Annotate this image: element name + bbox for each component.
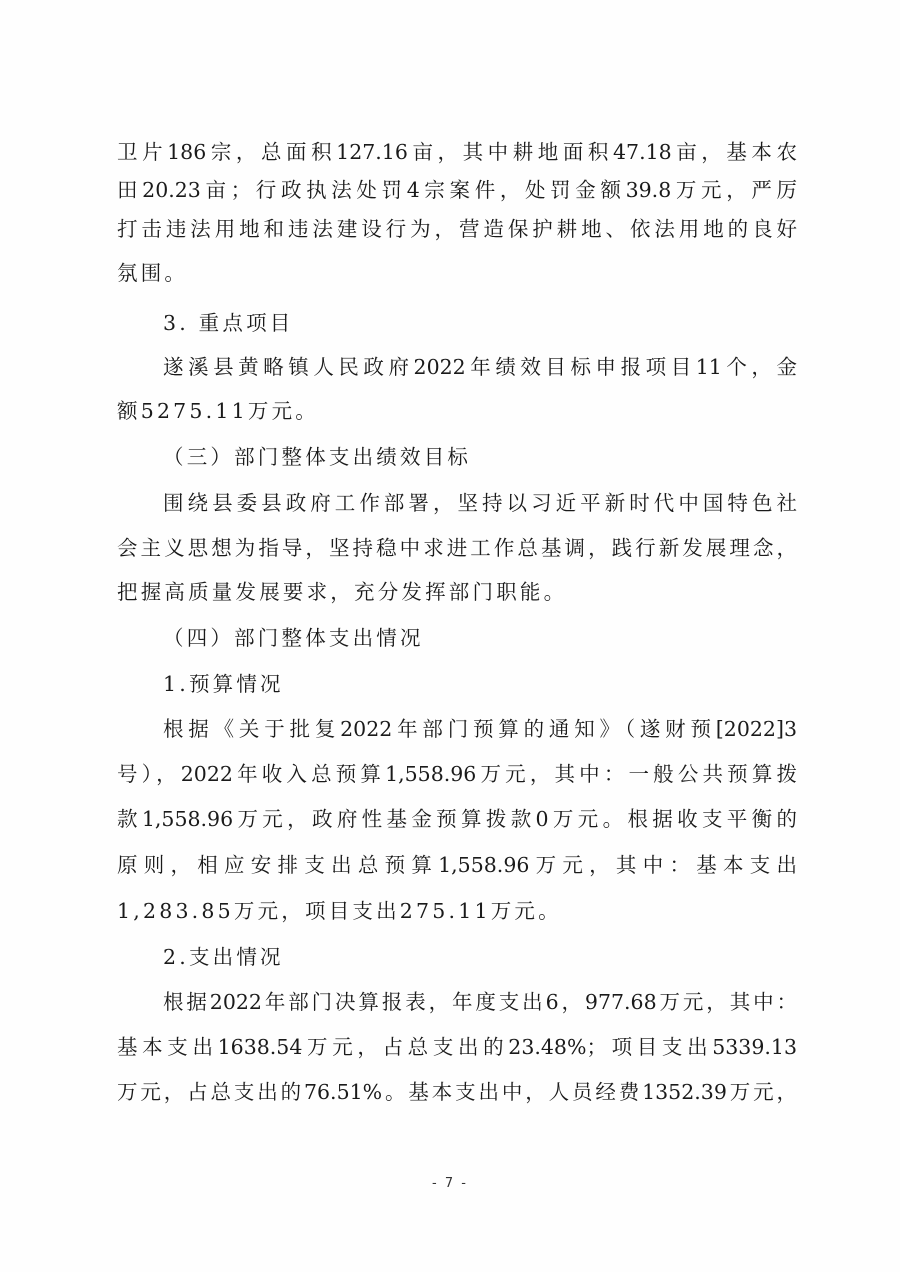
text-line: 原则，相应安排支出总预算1,558.96万元，其中：基本支出 — [117, 853, 797, 877]
text-line: 3. 重点项目 — [163, 311, 294, 335]
text-line: 万元，占总支出的76.51%。基本支出中，人员经费1352.39万元， — [117, 1080, 797, 1104]
text-line: 1,283.85万元，项目支出275.11万元。 — [117, 899, 562, 923]
text-line: （三）部门整体支出绩效目标 — [163, 445, 472, 469]
text-line: 遂溪县黄略镇人民政府2022年绩效目标申报项目11个，金 — [163, 355, 797, 379]
text-line: 款1,558.96万元，政府性基金预算拨款0万元。根据收支平衡的 — [117, 807, 797, 831]
text-line: 基本支出1638.54万元，占总支出的23.48%；项目支出5339.13 — [117, 1035, 797, 1059]
text-line: （四）部门整体支出情况 — [163, 626, 424, 650]
text-line: 打击违法用地和违法建设行为，营造保护耕地、依法用地的良好 — [117, 217, 797, 241]
text-line: 田20.23亩；行政执法处罚4宗案件，处罚金额39.8万元，严厉 — [117, 178, 797, 202]
text-line: 号），2022年收入总预算1,558.96万元，其中：一般公共预算拨 — [117, 762, 797, 786]
page-number: - 7 - — [432, 1176, 468, 1191]
text-line: 额5275.11万元。 — [117, 399, 319, 423]
text-line: 2.支出情况 — [163, 945, 284, 969]
text-line: 1.预算情况 — [163, 672, 284, 696]
text-line: 卫片186宗，总面积127.16亩，其中耕地面积47.18亩，基本农 — [117, 140, 797, 164]
text-line: 根据《关于批复2022年部门预算的通知》（遂财预[2022]3 — [163, 717, 797, 741]
text-line: 氛围。 — [117, 261, 189, 285]
text-line: 会主义思想为指导，坚持稳中求进工作总基调，践行新发展理念， — [117, 536, 797, 560]
text-line: 围绕县委县政府工作部署，坚持以习近平新时代中国特色社 — [163, 491, 797, 515]
text-line: 根据2022年部门决算报表，年度支出6，977.68万元，其中： — [163, 990, 797, 1014]
text-line: 把握高质量发展要求，充分发挥部门职能。 — [117, 580, 568, 604]
